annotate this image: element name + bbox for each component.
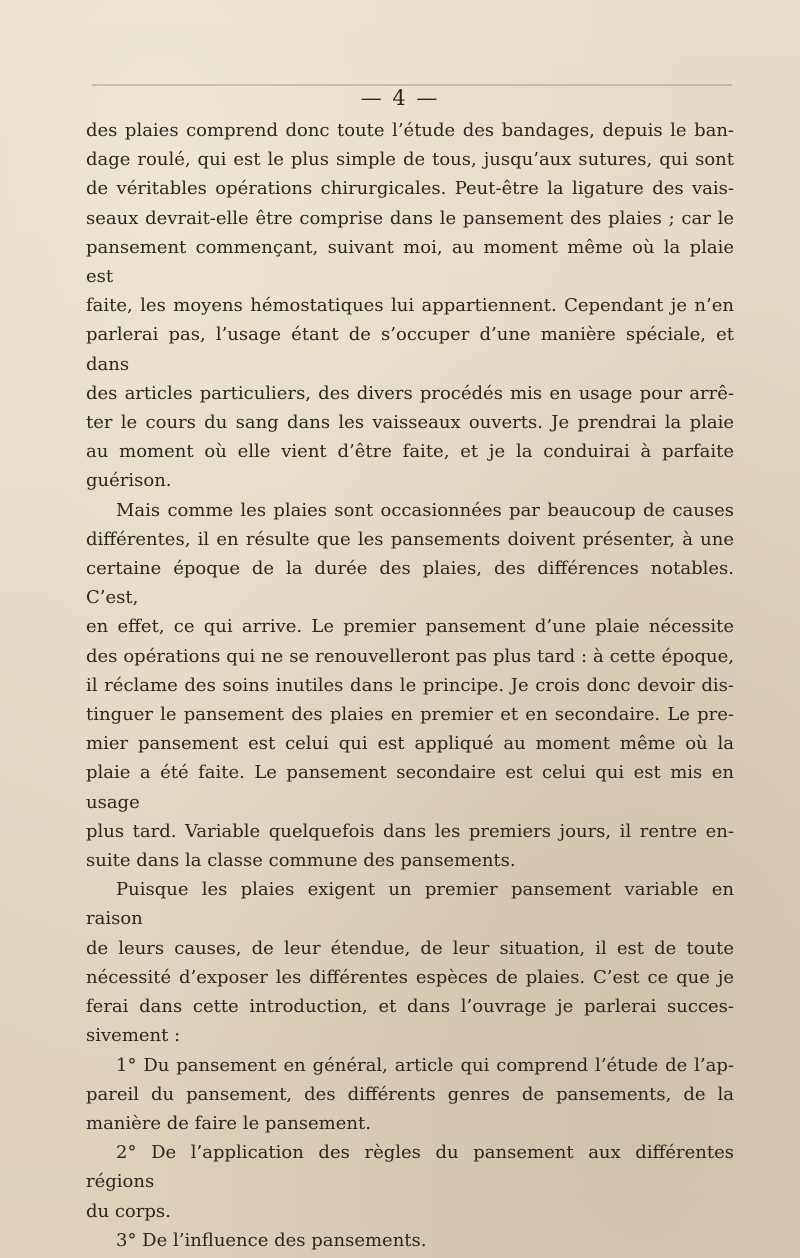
text-line: des plaies comprend donc toute l’étude des bandages, depuis le ban- [86, 120, 734, 141]
text-line: en effet, ce qui arrive. Le premier pansement d’une plaie nécessite [86, 616, 734, 638]
text-line: seaux devrait-elle être comprise dans le pansement des plaies ; car le [86, 207, 734, 229]
text-line: faite, les moyens hémostatiques lui appartiennent. Cependant je n’en [86, 295, 734, 317]
text-line: certaine époque de la durée des plaies, des différences notables. C’est, [86, 558, 734, 609]
text-line: sivement : [86, 1025, 181, 1047]
text-line: 3° De l’influence des pansements. [116, 1229, 427, 1251]
text-line: du corps. [86, 1200, 171, 1222]
text-line: plaie a été faite. Le pansement secondaire est celui qui est mis en usage [86, 762, 734, 813]
text-line: plus tard. Variable quelquefois dans les premiers jours, il rentre en- [86, 820, 734, 842]
text-line: de véritables opérations chirurgicales. Peut-être la ligature des vais- [86, 178, 734, 200]
text-line: 1° Du pansement en général, article qui comprend l’étude de l’ap- [116, 1054, 734, 1076]
text-line: ter le cours du sang dans les vaisseaux ouverts. Je prendrai la plaie [86, 412, 734, 434]
text-line: nécessité d’exposer les différentes espèces de plaies. C’est ce que je [86, 966, 734, 988]
text-line: tinguer le pansement des plaies en premier et en secondaire. Le pre- [86, 704, 734, 726]
text-line: il réclame des soins inutiles dans le principe. Je crois donc devoir dis- [86, 674, 734, 696]
body-text [86, 116, 734, 1255]
text-line: mier pansement est celui qui est appliqué au moment même où la [86, 733, 734, 755]
text-line: 2° De l’application des règles du pansement aux différentes régions [86, 1142, 734, 1193]
text-line: suite dans la classe commune des pansements. [86, 850, 516, 872]
text-line: manière de faire le pansement. [86, 1112, 371, 1134]
text-line: des articles particuliers, des divers procédés mis en usage pour arrê- [86, 382, 734, 404]
text-line: ferai dans cette introduction, et dans l’ouvrage je parlerai succes- [86, 996, 734, 1018]
text-line: Puisque les plaies exigent un premier pansement variable en raison [86, 879, 734, 930]
text-line: de leurs causes, de leur étendue, de leur situation, il est de toute [86, 937, 734, 959]
text-line: pareil du pansement, des différents genres de pansements, de la [86, 1083, 734, 1105]
text-line: dage roulé, qui est le plus simple de tous, jusqu’aux sutures, qui sont [86, 149, 734, 171]
text-line: Mais comme les plaies sont occasionnées par beaucoup de causes [116, 499, 734, 521]
text-line: des opérations qui ne se renouvelleront pas plus tard : à cette époque, [86, 645, 734, 667]
text-line: parlerai pas, l’usage étant de s’occuper d’une manière spéciale, et dans [86, 324, 734, 375]
text-line: différentes, il en résulte que les pansements doivent présenter, à une [86, 528, 734, 550]
text-line: pansement commençant, suivant moi, au moment même où la plaie est [86, 236, 734, 288]
text-line: au moment où elle vient d’être faite, et je la conduirai à parfaite [86, 441, 734, 463]
page-number: — 4 — [360, 86, 440, 110]
text-line: guérison. [86, 470, 172, 492]
